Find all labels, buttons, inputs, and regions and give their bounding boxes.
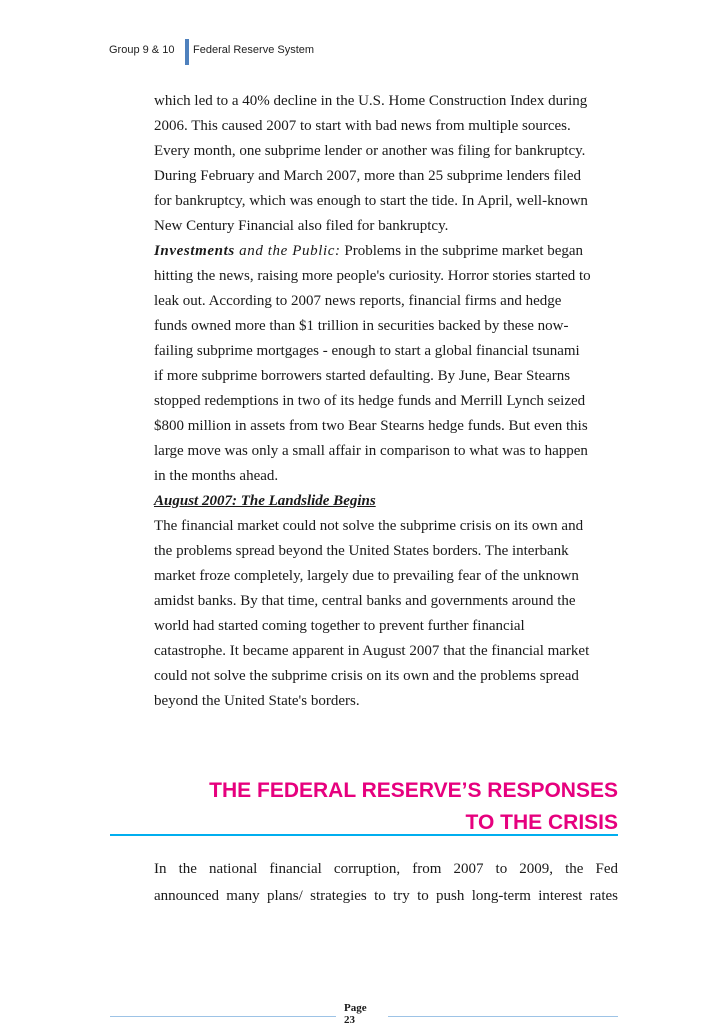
text-line: announced many plans/ strategies to try to push long-term interest rates <box>154 888 618 904</box>
text-line: hitting the news, raising more people's curiosity. Horror stories started to <box>154 268 591 284</box>
text-line: stopped redemptions in two of its hedge funds and Merrill Lynch seized <box>154 393 586 409</box>
investments-lead-italic: and the Public: <box>234 243 341 259</box>
text-line: market froze completely, largely due to prevailing fear of the unknown <box>154 568 579 584</box>
footer-rule-left <box>110 1016 336 1017</box>
text-line: $800 million in assets from two Bear Stearns hedge funds. But even this <box>154 418 588 434</box>
page-label: Page <box>344 1002 367 1014</box>
text-line: world had started coming together to prevent further financial <box>154 618 525 634</box>
text-line: beyond the United State's borders. <box>154 693 360 709</box>
header-group-label: Group 9 & 10 <box>109 44 175 56</box>
section-title-rule <box>110 834 618 836</box>
text-line: the problems spread beyond the United States borders. The interbank <box>154 543 569 559</box>
text-line: could not solve the subprime crisis on its own and the problems spread <box>154 668 579 684</box>
text-line: funds owned more than $1 trillion in securities backed by these now- <box>154 318 569 334</box>
section-title-line1: THE FEDERAL RESERVE’S RESPONSES <box>209 779 618 802</box>
text-line: failing subprime mortgages - enough to start a global financial tsunami <box>154 343 580 359</box>
investments-line <box>154 239 618 264</box>
text-line: which led to a 40% decline in the U.S. Home Construction Index during <box>154 93 588 109</box>
text-line: New Century Financial also filed for bankruptcy. <box>154 218 449 234</box>
section-paragraph <box>154 856 618 910</box>
text-line: Every month, one subprime lender or another was filing for bankruptcy. <box>154 143 586 159</box>
text-line: During February and March 2007, more than 25 subprime lenders filed <box>154 168 581 184</box>
text-line: for bankruptcy, which was enough to start the tide. In April, well-known <box>154 193 588 209</box>
section-title <box>154 775 618 839</box>
footer-rule-right <box>388 1016 618 1017</box>
page-number: 23 <box>344 1014 355 1026</box>
investments-first-rest: Problems in the subprime market began <box>340 243 584 259</box>
text-line: amidst banks. By that time, central banks and governments around the <box>154 593 576 609</box>
page-number-label <box>344 1002 384 1026</box>
body-text <box>154 89 618 714</box>
text-line: large move was only a small affair in comparison to what was to happen <box>154 443 588 459</box>
investments-lead-bold: Investments <box>154 243 235 259</box>
subheading-august-2007: August 2007: The Landslide Begins <box>154 493 376 509</box>
section-title-line2: TO THE CRISIS <box>465 811 618 834</box>
header-divider <box>185 39 189 65</box>
text-line: 2006. This caused 2007 to start with bad news from multiple sources. <box>154 118 571 134</box>
text-line: leak out. According to 2007 news reports, financial firms and hedge <box>154 293 562 309</box>
text-line: The financial market could not solve the subprime crisis on its own and <box>154 518 584 534</box>
header-organization: Federal Reserve System <box>193 44 315 56</box>
text-line: In the national financial corruption, from 2007 to 2009, the Fed <box>154 861 618 877</box>
text-line: if more subprime borrowers started defaulting. By June, Bear Stearns <box>154 368 571 384</box>
text-line: catastrophe. It became apparent in August 2007 that the financial market <box>154 643 590 659</box>
text-line: in the months ahead. <box>154 468 279 484</box>
